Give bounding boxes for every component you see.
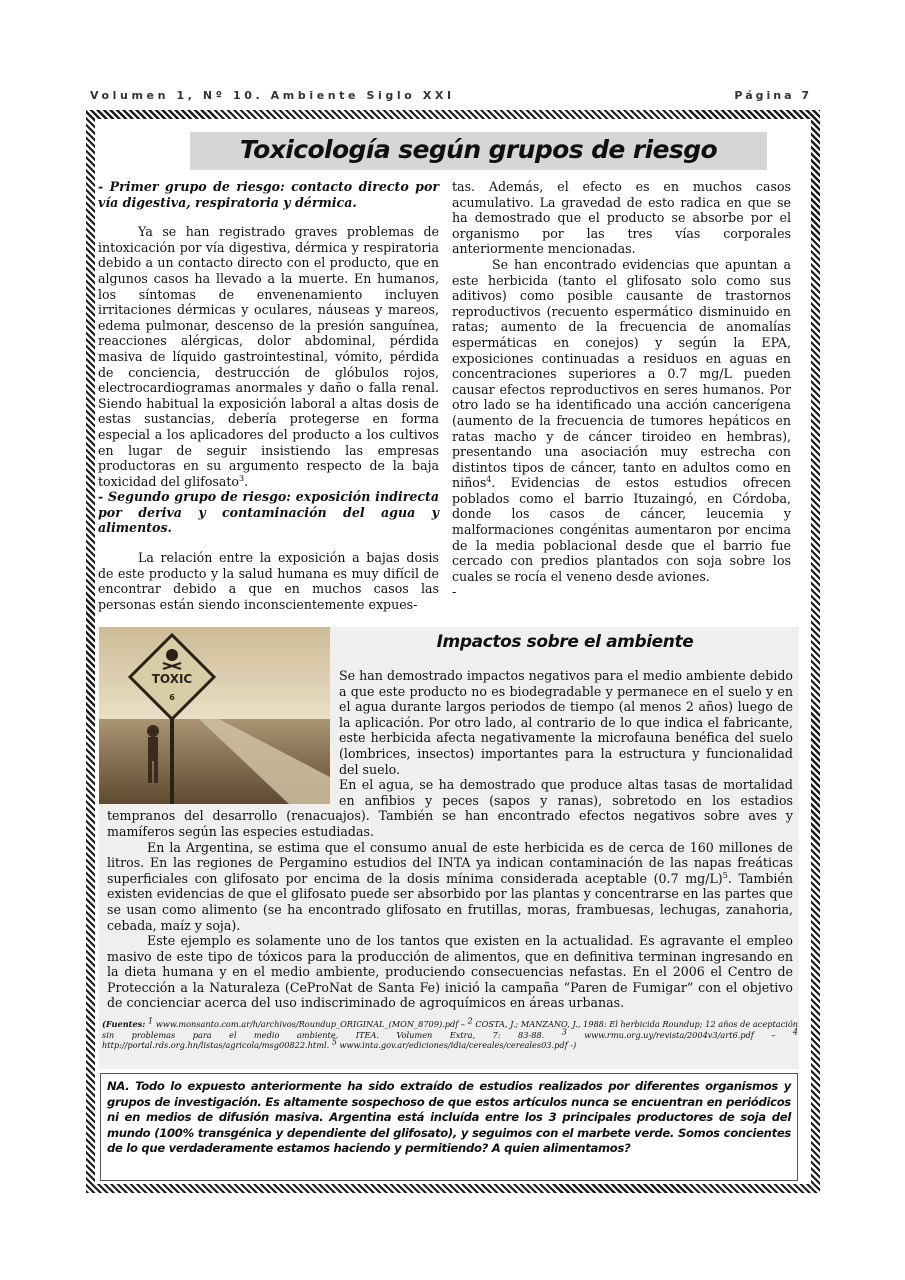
sign-number: 6	[169, 693, 175, 702]
source-1: www.monsanto.com.ar/h/archivos/Roundup_ORIGINAL_(MON_8709).pdf –	[155, 1019, 466, 1029]
impact-paragraph-1: Se han demostrado impactos negativos para el medio ambiente debido a que este producto no es biodegradable y permanece en el suelo y en el agua durante largos periodos de tiempo (al menos 2 años) luego de la aplicación. Por otro lado, al contrario de lo que indica el fabricante, este herbicida afecta negativamente la microfauna benéfica del suelo (lombrices, insectos) importantes para la estructura y funcionalidad del suelo.	[339, 668, 793, 777]
issue-label: Volumen 1, Nº 10. Ambiente Siglo XXI	[90, 89, 455, 102]
editor-note: NA. Todo lo expuesto anteriormente ha sido extraído de estudios realizados por diferentes organismos y grupos de investigación. Es altamente sospechoso de que estos artículos nunca se encuentran en periódicos ni en medios de difusión masiva. Argentina está incluída entre los 3 principales productores de soja del mundo (100% transgénica y dependiente del glifosato), y seguimos con el marbete verde. Somos concientes de lo que verdaderamente estamos haciendo y permitiendo? A quien alimentamos?	[107, 1079, 791, 1156]
risk-group-2-heading: - Segundo grupo de riesgo: exposición indirecta por deriva y contaminación del agua y alimentos.	[98, 489, 439, 536]
editor-note-box	[100, 1073, 798, 1181]
decorative-border-frame	[86, 110, 820, 1193]
right-paragraph-2: Se han encontrado evidencias que apuntan a este herbicida (tanto el glifosato solo como sus aditivos) como posible causante de trastornos reproductivos (recuento espermático disminuido en ratas; aumento de la frecuencia de anomalías espermáticas en conejos) y según la EPA, exposiciones continuadas a residuos en aguas en concentraciones superiores a 0.7 mg/L pueden causar efectos reproductivos en seres humanos. Por otro lado se ha identificado una acción cancerígena (aumento de la frecuencia de tumores hepáticos en ratas macho y de cáncer tiroideo en hembras), presentando una asociación muy estrecha con distintos tipos de cáncer, tanto en adultos como en niños$^4$. Evidencias de estos estudios ofrecen poblados como el barrio Ituzaingó, en Córdoba, donde los casos de cáncer, leucemia y malformaciones congénitas aumentaron por encima de la media poblacional desde que el barrio fue cercado con predios plantados con soja sobre los cuales se rocía el veneno desde aviones.	[452, 256, 791, 584]
impact-paragraph-4: Este ejemplo es solamente uno de los tantos que existen en la actualidad. Es agravante el empleo masivo de este tipo de tóxicos para la producción de alimentos, que en definitiva terminan ingresando en la dieta humana y en el medio ambiente, produciendo consecuencias nefastas. En el 2006 el Centro de Protección a la Naturaleza (CeProNat de Santa Fe) inició la campaña “Paren de Fumigar” con el objetivo de concienciar acerca del uso indiscriminado de agroquímicos en áreas urbanas.	[107, 933, 793, 1011]
impact-paragraph-3: En la Argentina, se estima que el consumo anual de este herbicida es de cerca de 160 millones de litros. En las regiones de Pergamino estudios del INTA ya indican contaminación de las napas freáticas superficiales con glifosato por encima de la dosis mínima considerada aceptable (0.7 mg/L)$^5$. También existen evidencias de que el glifosato puede ser absorbido por las plantas y concentrarse en las partes que se usan como alimento (se ha encontrado glifosato en frutillas, moras, frambuesas, lechugas, zanahoria, cebada, maíz y soja).	[107, 839, 793, 933]
impact-title: Impactos sobre el ambiente	[436, 632, 694, 652]
article-title: Toxicología según grupos de riesgo	[239, 135, 718, 164]
source-5: www.inta.gov.ar/ediciones/idia/cereales/cereales03.pdf -)	[339, 1040, 577, 1050]
sign-label: TOXIC	[151, 672, 193, 686]
sources-footnote: (Fuentes: $^1$ www.monsanto.com.ar/h/archivos/Roundup_ORIGINAL_(MON_8709).pdf – $^2$ COSTA, J.; MANZANO, J., 1988: El herbicida Roundup; 12 años de aceptación sin problemas para el medio ambiente. ITEA. Volumen Extra, 7: 83-88. $^3$ www.rmu.org.uy/revista/2004v3/art6.pdf – $^4$ http://portal.rds.org.hn/listas/agricola/msg00822.html. $^5$ www.inta.gov.ar/ediciones/idia/cereales/cereales03.pdf -)	[102, 1016, 799, 1050]
source-3: www.rmu.org.uy/revista/2004v3/art6.pdf –	[584, 1029, 776, 1040]
frame-content	[95, 119, 811, 1184]
page-header	[90, 89, 812, 107]
source-2: COSTA, J.; MANZANO, J., 1988: El herbicida Roundup; 12 años de aceptación sin problemas para el medio ambiente. ITEA. Volumen Extra, 7: 83-88.	[102, 1019, 799, 1040]
title-bar	[190, 132, 767, 170]
impact-section	[99, 627, 799, 1069]
right-paragraph-1: tas. Además, el efecto es en muchos casos acumulativo. La gravedad de esto radica en que se ha demostrado que el producto se absorbe por el organismo por las tres vías corporales anteriormente mencionadas.	[452, 179, 791, 257]
impact-text	[107, 668, 793, 1011]
page-number: Página 7	[734, 89, 812, 102]
risk-group-2-paragraph: La relación entre la exposición a bajas dosis de este producto y la salud humana es muy difícil de encontrar debido a que en muchos casos las personas están siendo inconscientemente expues-	[98, 550, 439, 612]
right-column-dash: -	[452, 584, 457, 600]
photo-spacer	[107, 668, 339, 804]
right-column	[452, 179, 791, 600]
risk-group-1-heading: - Primer grupo de riesgo: contacto directo por vía digestiva, respiratoria y dérmica.	[98, 179, 439, 210]
source-4: http://portal.rds.org.hn/listas/agricola/msg00822.html.	[102, 1040, 330, 1050]
left-column	[98, 179, 439, 612]
risk-group-1-paragraph: Ya se han registrado graves problemas de intoxicación por vía digestiva, dérmica y respiratoria debido a un contacto directo con el producto, que en algunos casos ha llevado a la muerte. En humanos, los síntomas de envenenamiento incluyen irritaciones dérmicas y oculares, náuseas y mareos, edema pulmonar, descenso de la presión sanguínea, reacciones alérgicas, dolor abdominal, pérdida masiva de líquido gastrointestinal, vómito, pérdida de conciencia, destrucción de glóbulos rojos, electrocardiogramas anormales y daño o falla renal. Siendo habitual la exposición laboral a altas dosis de estas sustancias, debería protegerse en forma especial a los aplicadores del producto a los cultivos en lugar de seguir insistiendo las empresas productoras en su argumento respecto de la baja toxicidad del glifosato$^3$.	[98, 224, 439, 489]
impact-paragraph-2: En el agua, se ha demostrado que produce altas tasas de mortalidad en anfibios y peces (sapos y ranas), sobretodo en los estadios tempranos del desarrollo (renacuajos). También se han encontrado efectos negativos sobre aves y mamíferos según las especies estudiadas.	[107, 777, 793, 839]
